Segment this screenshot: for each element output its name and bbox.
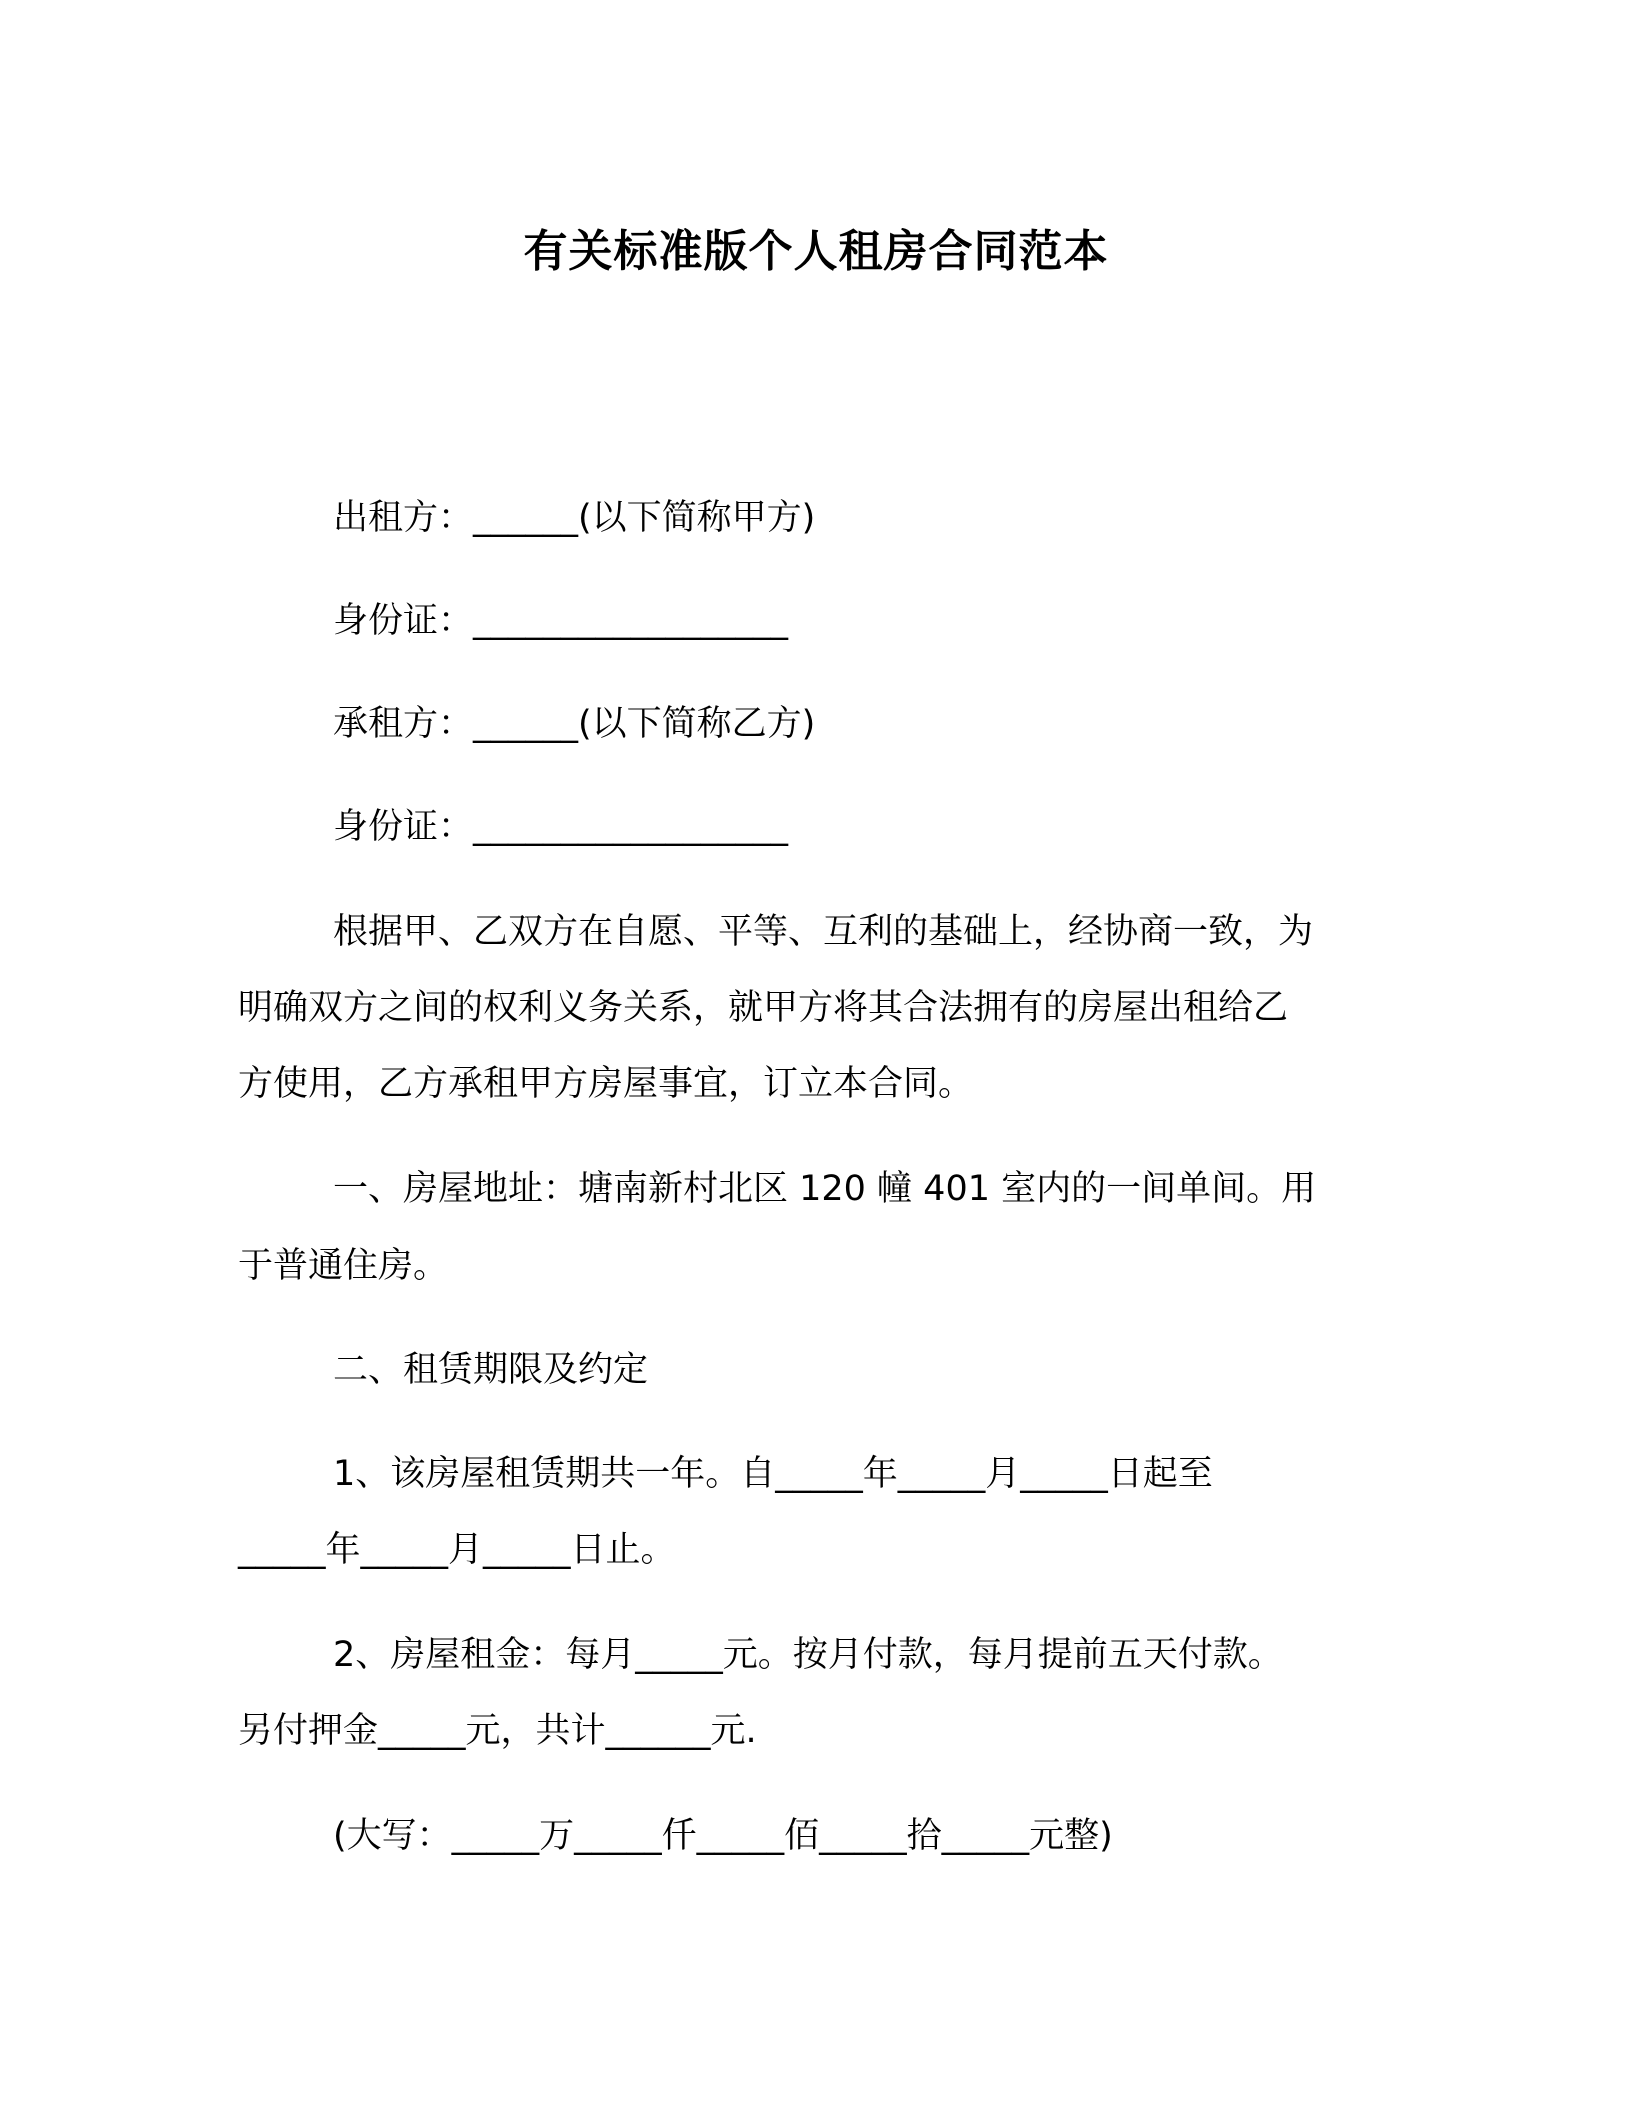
lessee-line: 承租方：______(以下简称乙方) bbox=[333, 704, 816, 744]
section2-heading: 二、租赁期限及约定 bbox=[333, 1350, 649, 1390]
amount-in-words-line: (大写：_____万_____仟_____佰_____拾_____元整) bbox=[333, 1816, 1113, 1856]
preamble-line-3: 方使用，乙方承租甲方房屋事宜，订立本合同。 bbox=[238, 1064, 974, 1104]
document-title: 有关标准版个人租房合同范本 bbox=[523, 226, 1109, 277]
section1-line-2: 于普通住房。 bbox=[238, 1246, 449, 1286]
preamble-line-1: 根据甲、乙双方在自愿、平等、互利的基础上，经协商一致，为 bbox=[333, 912, 1314, 952]
clause1-line-1: 1、该房屋租赁期共一年。自_____年_____月_____日起至 bbox=[333, 1454, 1213, 1494]
section1-line-1: 一、房屋地址：塘南新村北区 120 幢 401 室内的一间单间。用 bbox=[333, 1169, 1317, 1209]
preamble-line-2: 明确双方之间的权利义务关系，就甲方将其合法拥有的房屋出租给乙 bbox=[238, 988, 1289, 1028]
lessor-id-line: 身份证：__________________ bbox=[333, 601, 789, 641]
clause2-line-2: 另付押金_____元，共计______元. bbox=[238, 1711, 757, 1751]
lessee-id-line: 身份证：__________________ bbox=[333, 807, 789, 847]
clause2-line-1: 2、房屋租金：每月_____元。按月付款，每月提前五天付款。 bbox=[333, 1635, 1283, 1675]
lessor-line: 出租方：______(以下简称甲方) bbox=[333, 498, 816, 538]
clause1-line-2: _____年_____月_____日止。 bbox=[238, 1530, 676, 1570]
